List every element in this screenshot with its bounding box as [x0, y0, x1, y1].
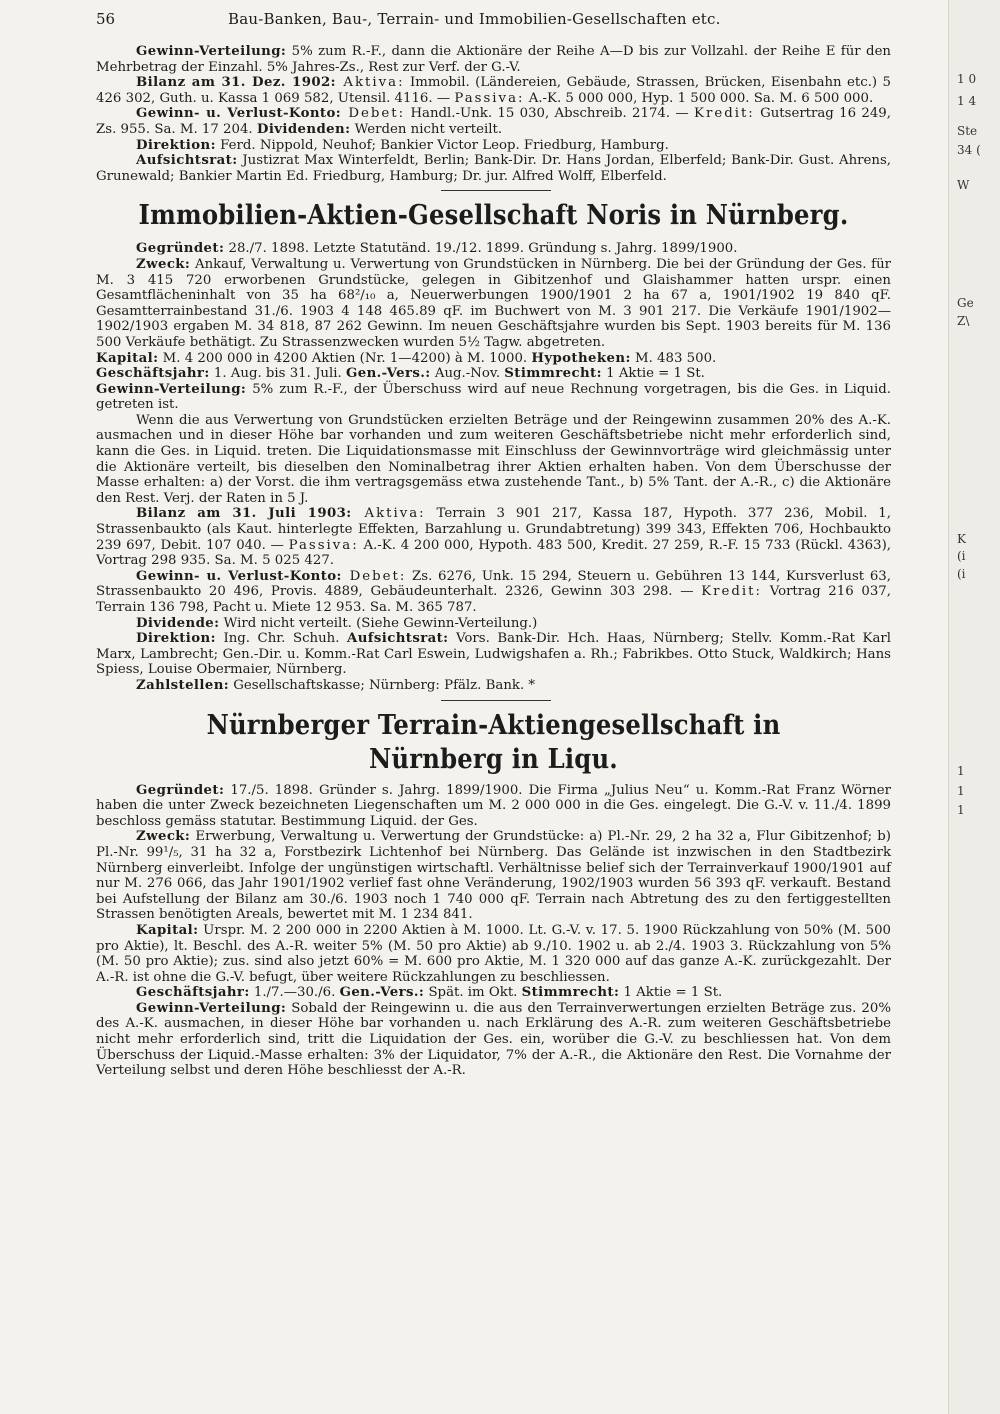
page-body — [96, 44, 891, 1079]
noris-direktion: Direktion: Ing. Chr. Schuh. Aufsichtsrat: Vors. Bank-Dir. Hch. Haas, Nürnberg; Stellv. Komm.-Rat Karl Marx, Lambrecht; Gen.-Dir. u. Komm.-Rat Carl Eswein, Ludwigshafen a. Rh.; Fabrikbes. Otto Stuck, Waldkirch; Hans Spiess, Louise Obermaier, Nürnberg. — [96, 631, 892, 678]
page — [96, 0, 891, 1414]
terrain-geschaeftsjahr: Geschäftsjahr: 1./7.—30./6. Gen.-Vers.: Spät. im Okt. Stimmrecht: 1 Aktie = 1 St. — [136, 985, 723, 1001]
margin-fragment: 1 — [957, 784, 965, 798]
terrain-zweck: Zweck: Erwerbung, Verwaltung u. Verwertung der Grundstücke: a) Pl.-Nr. 29, 2 ha 32 a, Flur Gibitzenhof; b) Pl.-Nr. 99¹/₅, 31 ha 32 a, Forstbezirk Lichtenhof bei Nürnberg. Das Gelände ist inzwischen in den Stadtbezirk Nürnberg einverleibt. Infolge der ungünstigen wirtschaftl. Verhältnisse belief sich der Terrainverkauf 1900/1901 auf nur M. 276 066, das Jahr 1901/1902 verlief fast ohne Veränderung, 1902/1903 wurden 56 393 qF. verkauft. Bestand bei Aufstellung der Bilanz am 30./6. 1903 noch 1 740 000 qF. Terrain nach Abtretung des zu den fertiggestellten Strassen benötigten Areals, bewertet mit M. 1 234 841. — [96, 829, 891, 923]
margin-fragment: 34 ( — [957, 143, 981, 157]
noris-dividende: Dividende: Wird nicht verteilt. (Siehe Gewinn-Verteilung.) — [136, 615, 538, 631]
terrain-title: Nürnberger Terrain-Aktiengesellschaft in Nürnberg in Liqu. — [206, 709, 781, 775]
running-head — [96, 10, 891, 34]
terrain-gegruendet: Gegründet: 17./5. 1898. Gründer s. Jahrg. 1899/1900. Die Firma „Julius Neu“ u. Komm.-Rat Franz Wörner haben die unter Zweck bezeichneten Liegenschaften um M. 2 000 000 in die Ges. eingelegt. Die G.-V. v. 11./4. 1899 beschloss gemäss statutar. Bestimmung Liquid. der Ges. — [96, 782, 891, 829]
prev-bilanz: Bilanz am 31. Dez. 1902: Aktiva: Immobil. (Ländereien, Gebäude, Strassen, Brücken, Eisenbahn etc.) 5 426 302, Guth. u. Kassa 1 069 582, Utensil. 4116. — Passiva: A.-K. 5 000 000, Hyp. 1 500 000. Sa. M. 6 500 000. — [96, 75, 891, 106]
margin-fragment: (i — [957, 567, 966, 581]
noris-gegruendet: Gegründet: 28./7. 1898. Letzte Statutänd. 19./12. 1899. Gründung s. Jahrg. 1899/1900. — [136, 241, 738, 257]
section-divider — [441, 190, 551, 191]
noris-title: Immobilien-Aktien-Gesellschaft Noris in Nürnberg. — [138, 200, 849, 232]
section-divider — [441, 700, 551, 701]
margin-fragment: Ste — [957, 124, 978, 138]
prev-direktion: Direktion: Ferd. Nippold, Neuhof; Bankier Victor Leop. Friedburg, Hamburg. — [136, 137, 669, 153]
noris-kapital: Kapital: M. 4 200 000 in 4200 Aktien (Nr. 1—4200) à M. 1000. Hypotheken: M. 483 500. — [96, 350, 717, 366]
noris-zahlstellen: Zahlstellen: Gesellschaftskasse; Nürnberg: Pfälz. Bank. * — [136, 677, 536, 693]
margin-fragment: (i — [957, 549, 966, 563]
noris-liquidation: Wenn die aus Verwertung von Grundstücken erzielten Beträge und der Reingewinn zusammen 20% des A.-K. ausmachen und in dieser Höhe bar vorhanden und zum weiteren Geschäftsbetriebe nicht mehr erforderlich sind, kann die Ges. in Liquid. treten. Die Liquidationsmasse mit Einschluss der Gewinnvorträge wird gleichmässig unter die Aktionäre verteilt, bis dieselben den Nominalbetrag ihrer Aktien erhalten haben. Von dem Überschusse der Masse erhalten: a) der Vorst. die ihm vertragsgemäss etwa zustehende Tant., b) 5% Tant. der A.-R., c) die Aktionäre den Rest. Verj. der Raten in 5 J. — [96, 412, 891, 506]
noris-zweck: Zweck: Ankauf, Verwaltung u. Verwertung von Grundstücken in Nürnberg. Die bei der Gründung der Ges. für M. 3 415 720 erworbenen Grundstücke, gelegen in Gibitzenhof und Glaishammer hatten urspr. einen Gesamtflächeninhalt von 35 ha 68²/₁₀ a, Neuerwerbungen 1900/1901 2 ha 67 a, 1901/1902 19 840 qF. Gesamtterrainbestand 31./6. 1903 4 148 465.89 qF. im Buchwert von M. 3 901 217. Die Verkäufe 1901/1902—1902/1903 ergaben M. 34 818, 87 262 Gewinn. Im neuen Geschäftsjahre wurden bis Sept. 1903 bereits für M. 136 500 Verkäufe bethätigt. Zu Strassenzwecken wurden 5½ Tagw. abgetreten. — [96, 256, 891, 350]
margin-fragment: W — [957, 178, 970, 192]
margin-fragment: K — [957, 532, 966, 546]
margin-fragment: Ge — [957, 296, 974, 310]
margin-fragment: 1 0 — [957, 72, 977, 86]
margin-fragment: Z\ — [957, 314, 970, 328]
adjacent-page-edge — [948, 0, 1000, 1414]
running-title: Bau-Banken, Bau-, Terrain- und Immobilien-Gesellschaften etc. — [228, 10, 721, 28]
margin-fragment: 1 4 — [957, 94, 977, 108]
terrain-gewinn-verteilung: Gewinn-Verteilung: Sobald der Reingewinn u. die aus den Terrainverwertungen erzielten Beträge zus. 20% des A.-K. ausmachen, in dieser Höhe bar vorhanden u. nach Erklärung des A.-R. zum weiteren Geschäftsbetriebe nicht mehr erforderlich sind, tritt die Liquidation der Ges. ein, worüber die G.-V. zu beschliessen hat. Von dem Überschuss der Liquid.-Masse erhalten: 3% der Liquidator, 7% der A.-R., die Aktionäre den Rest. Die Vornahme der Verteilung selbst und deren Höhe beschliesst der A.-R. — [96, 1000, 891, 1079]
prev-aufsichtsrat: Aufsichtsrat: Justizrat Max Winterfeldt, Berlin; Bank-Dir. Dr. Hans Jordan, Elberfeld; Bank-Dir. Gust. Ahrens, Grunewald; Bankier Martin Ed. Friedburg, Hamburg; Dr. jur. Alfred Wolff, Elberfeld. — [96, 153, 891, 184]
margin-fragment: 1 — [957, 764, 965, 778]
terrain-kapital: Kapital: Urspr. M. 2 200 000 in 2200 Aktien à M. 1000. Lt. G.-V. v. 17. 5. 1900 Rückzahlung von 50% (M. 500 pro Aktie), lt. Beschl. des A.-R. weiter 5% (M. 50 pro Aktie) ab 9./10. 1902 u. ab 2./4. 1903 3. Rückzahlung von 5% (M. 50 pro Aktie); zus. sind also jetzt 60% = M. 600 pro Aktie, M. 1 320 000 auf das ganze A.-K. zurückgezahlt. Der A.-R. ist ohne die G.-V. befugt, über weitere Rückzahlungen zu beschliessen. — [96, 922, 891, 985]
noris-geschaeftsjahr: Geschäftsjahr: 1. Aug. bis 31. Juli. Gen.-Vers.: Aug.-Nov. Stimmrecht: 1 Aktie = 1 St. — [96, 366, 705, 382]
noris-gewinn-verlust: Gewinn- u. Verlust-Konto: Debet: Zs. 6276, Unk. 15 294, Steuern u. Gebühren 13 144, Kursverlust 63, Strassenbaukto 20 496, Provis. 4889, Gebäudeunterhalt. 2326, Gewinn 303 298. — Kredit: Vortrag 216 037, Terrain 136 798, Pacht u. Miete 12 953. Sa. M. 365 787. — [96, 568, 891, 615]
margin-fragment: 1 — [957, 803, 965, 817]
prev-gewinn-verlust: Gewinn- u. Verlust-Konto: Debet: Handl.-Unk. 15 030, Abschreib. 2174. — Kredit: Gutsertrag 16 249, Zs. 955. Sa. M. 17 204. Dividenden: Werden nicht verteilt. — [96, 106, 891, 137]
noris-gewinn-verteilung: Gewinn-Verteilung: 5% zum R.-F., der Überschuss wird auf neue Rechnung vorgetragen, bis die Ges. in Liquid. getreten ist. — [96, 381, 891, 413]
prev-gewinn-verteilung: Gewinn-Verteilung: 5% zum R.-F., dann die Aktionäre der Reihe A—D bis zur Vollzahl. der Reihe E für den Mehrbetrag der Einzahl. 5% Jahres-Zs., Rest zur Verf. der G.-V. — [96, 44, 891, 75]
noris-bilanz: Bilanz am 31. Juli 1903: Aktiva: Terrain 3 901 217, Kassa 187, Hypoth. 377 236, Mobil. 1, Strassenbaukto (als Kaut. hinterlegte Effekten, Barzahlung u. Grundabtretung) 399 343, Effekten 706, Hochbaukto 239 697, Debit. 107 040. — Passiva: A.-K. 4 200 000, Hypoth. 483 500, Kredit. 27 259, R.-F. 15 733 (Rückl. 4363), Vortrag 298 935. Sa. M. 5 025 427. — [96, 506, 891, 569]
page-number: 56 — [96, 10, 116, 28]
